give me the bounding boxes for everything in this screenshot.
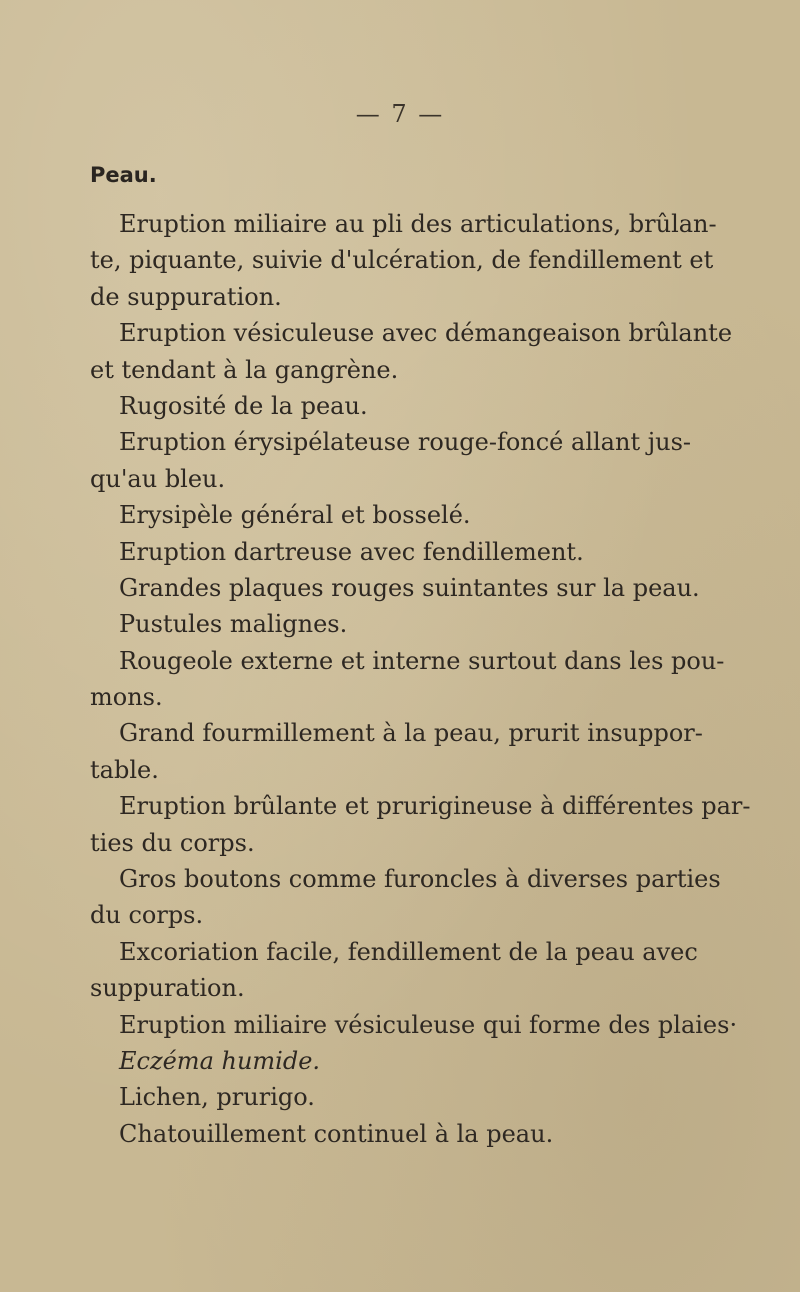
text-line: Eruption miliaire au pli des articulations, brûlan- [119, 210, 717, 238]
text-line: Excoriation facile, fendillement de la peau avec [119, 937, 698, 966]
text-line: Eruption vésiculeuse avec démangeaison brûlante [119, 319, 733, 348]
text-line: Rugosité de la peau. [119, 391, 368, 420]
text-line: Eruption érysipélateuse rouge-foncé allant jus- [119, 428, 692, 457]
text-line: te, piquante, suivie d'ulcération, de fendillement et [90, 246, 714, 275]
text-line: Eczéma humide. [119, 1046, 321, 1075]
text-line: Eruption miliaire vésiculeuse qui forme des plaies· [119, 1010, 738, 1039]
text-line: et tendant à la gangrène. [90, 355, 399, 384]
text-line: Eruption dartreuse avec fendillement. [119, 537, 584, 566]
text-line: Chatouillement continuel à la peau. [119, 1119, 554, 1148]
text-line: de suppuration. [90, 282, 282, 311]
text-line: Rougeole externe et interne surtout dans les pou- [119, 646, 725, 675]
text-line: Pustules malignes. [119, 610, 348, 639]
text-line: Lichen, prurigo. [119, 1083, 315, 1112]
text-line: suppuration. [90, 974, 245, 1003]
text-line: Grandes plaques rouges suintantes sur la peau. [119, 573, 700, 602]
text-line: Erysipèle général et bosselé. [119, 501, 471, 530]
text-line: qu'au bleu. [90, 464, 226, 493]
text-line: ties du corps. [90, 828, 255, 857]
text-line: Grand fourmillement à la peau, prurit insuppor- [119, 719, 703, 748]
body-text [90, 206, 751, 1152]
text-line: mons. [90, 683, 163, 712]
text-line: Gros boutons comme furoncles à diverses parties [119, 865, 721, 894]
page-number: — 7 — [355, 100, 445, 128]
text-line: du corps. [90, 901, 204, 930]
text-line: Eruption brûlante et prurigineuse à différentes par- [119, 792, 751, 821]
section-heading: Peau. [90, 163, 157, 187]
text-line: table. [90, 755, 159, 784]
